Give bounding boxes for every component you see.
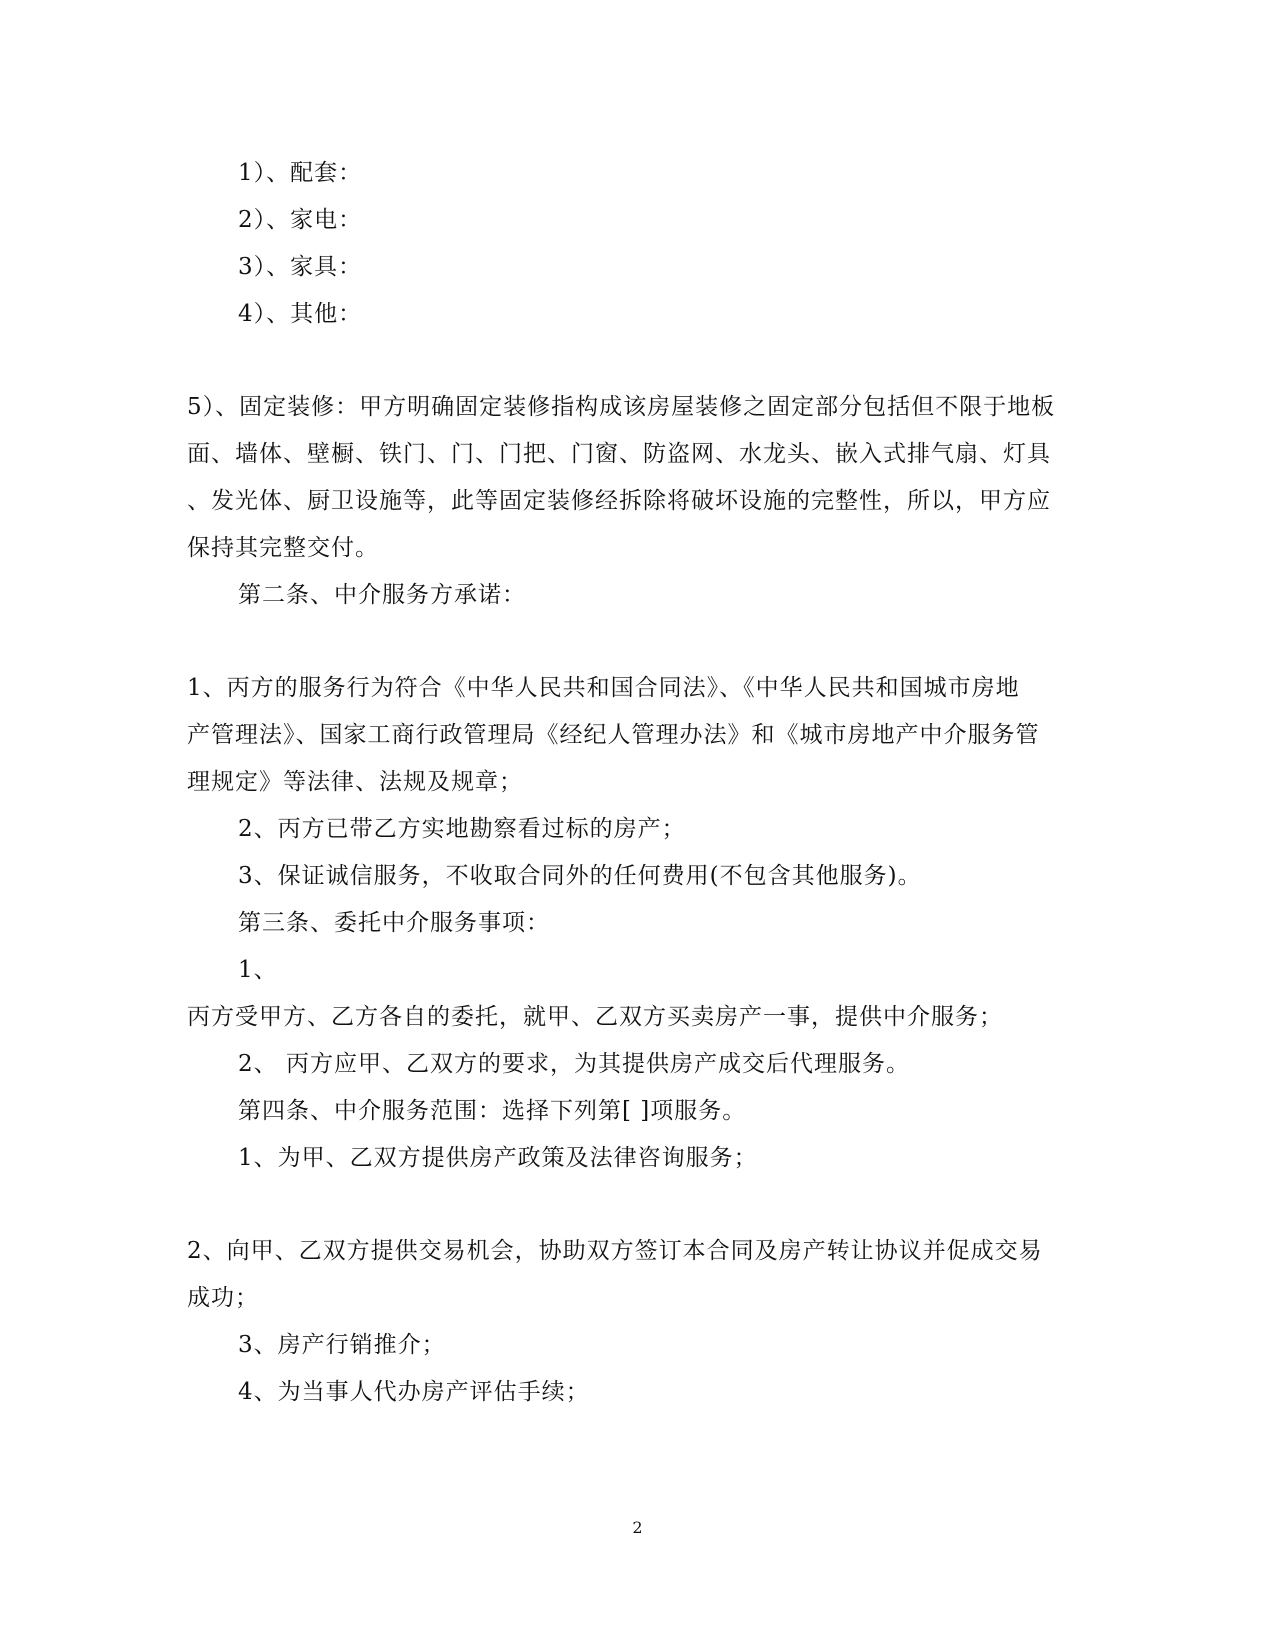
text-line: 1）、配套： (238, 160, 363, 186)
text-line: 、发光体、厨卫设施等，此等固定装修经拆除将破坏设施的完整性，所以，甲方应 (187, 488, 1051, 514)
page-number: 2 (632, 1518, 643, 1537)
text-line: 理规定》等法律、法规及规章； (187, 769, 523, 795)
text-line: 面、墙体、壁橱、铁门、门、门把、门窗、防盗网、水龙头、嵌入式排气扇、灯具 (187, 441, 1051, 467)
text-line: 4、为当事人代办房产评估手续； (238, 1379, 590, 1405)
text-line: 2、 丙方应甲、乙双方的要求，为其提供房产成交后代理服务。 (238, 1051, 910, 1077)
text-line: 产管理法》、国家工商行政管理局《经纪人管理办法》和《城市房地产中介服务管 (187, 722, 1040, 748)
text-line: 2）、家电： (238, 207, 363, 233)
text-line: 保持其完整交付。 (187, 535, 379, 561)
text-line: 3、房产行销推介； (238, 1332, 446, 1358)
section-heading: 第三条、委托中介服务事项： (238, 910, 550, 936)
section-heading: 第二条、中介服务方承诺： (238, 582, 526, 608)
text-line: 3）、家具： (238, 254, 363, 280)
text-line: 1、 (238, 957, 278, 983)
text-line: 1、为甲、乙双方提供房产政策及法律咨询服务； (238, 1145, 758, 1171)
text-line: 3、保证诚信服务，不收取合同外的任何费用(不包含其他服务)。 (238, 863, 922, 889)
section-heading: 第四条、中介服务范围：选择下列第[ ]项服务。 (238, 1098, 747, 1124)
text-line: 4）、其他： (238, 301, 363, 327)
text-line: 1、丙方的服务行为符合《中华人民共和国合同法》、《中华人民共和国城市房地 (187, 675, 1020, 701)
text-line: 丙方受甲方、乙方各自的委托，就甲、乙双方买卖房产一事，提供中介服务； (187, 1004, 1003, 1030)
text-line: 5）、固定装修：甲方明确固定装修指构成该房屋装修之固定部分包括但不限于地板 (187, 394, 1056, 420)
text-line: 2、向甲、乙双方提供交易机会，协助双方签订本合同及房产转让协议并促成交易 (187, 1238, 1043, 1264)
text-line: 2、丙方已带乙方实地勘察看过标的房产； (238, 816, 686, 842)
text-line: 成功； (187, 1285, 259, 1311)
